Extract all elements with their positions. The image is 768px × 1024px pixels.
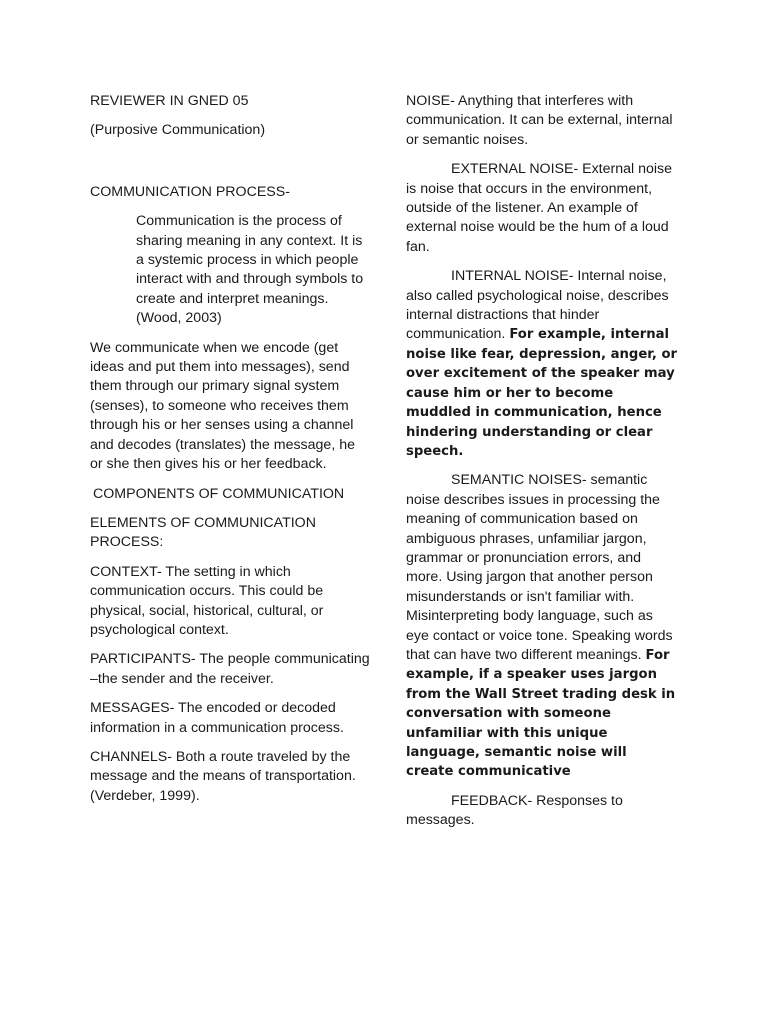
components-heading: COMPONENTS OF COMMUNICATION — [93, 485, 345, 502]
document-subtitle: (Purposive Communication) — [90, 122, 266, 139]
semantic-noises-example: For example, if a speaker uses jargon from the Wall Street trading desk in conversation with someone unfamiliar with this unique language, semantic noise will create communicative — [406, 647, 676, 780]
feedback-paragraph: FEEDBACK- Responses to messages. — [406, 792, 623, 829]
internal-noise-example: For example, internal noise like fear, depression, anger, or over excitement of the speaker may cause him or her to become muddled in communication, hence hindering understanding or clear speech. — [406, 327, 678, 459]
semantic-noises-text: SEMANTIC NOISES- semantic noise describes issues in processing the meaning of communication based on ambiguous phrases, unfamiliar jargon, grammar or pronunciation errors, and more. Using jargon that another person misunderstands or isn't familiar with. Misinterpreting body language, such as eye contact or voice tone. Speaking words that can have two different meanings. — [406, 472, 673, 663]
messages-paragraph: MESSAGES- The encoded or decoded information in a communication process. — [90, 700, 344, 736]
right-column — [406, 92, 678, 841]
left-column — [90, 92, 370, 816]
document-title: REVIEWER IN GNED 05 — [90, 93, 249, 109]
channels-paragraph: CHANNELS- Both a route traveled by the message and the means of transportation.(Verdeber, 1999). — [90, 748, 356, 804]
encode-decode-paragraph: We communicate when we encode (get ideas and put them into messages), send them through our primary signal system (senses), to someone who receives them through his or her senses using a channel and decodes (translates) the message, he or she then gives his or her feedback. — [90, 339, 355, 473]
internal-noise-paragraph — [406, 267, 678, 461]
external-noise-paragraph: EXTERNAL NOISE- External noise is noise that occurs in the environment, outside of the listener. An example of external noise would be the hum of a loud fan. — [406, 161, 673, 255]
semantic-noises-paragraph — [406, 471, 678, 782]
noise-paragraph: NOISE- Anything that interferes with communication. It can be external, internal or semantic noises. — [406, 93, 673, 148]
context-paragraph: CONTEXT- The setting in which communication occurs. This could be physical, social, historical, cultural, or psychological context. — [90, 563, 324, 638]
participants-paragraph: PARTICIPANTS- The people communicating –the sender and the receiver. — [90, 651, 370, 687]
internal-noise-text: INTERNAL NOISE- Internal noise, also called psychological noise, describes internal distractions that hinder communication. — [406, 268, 669, 343]
communication-process-definition: Communication is the process of sharing meaning in any context. It is a systemic process in which people interact with and through symbols to create and interpret meanings.(Wood, 2003) — [136, 213, 364, 327]
communication-process-heading: COMMUNICATION PROCESS- — [90, 183, 290, 200]
elements-heading: ELEMENTS OF COMMUNICATION PROCESS: — [90, 514, 316, 551]
